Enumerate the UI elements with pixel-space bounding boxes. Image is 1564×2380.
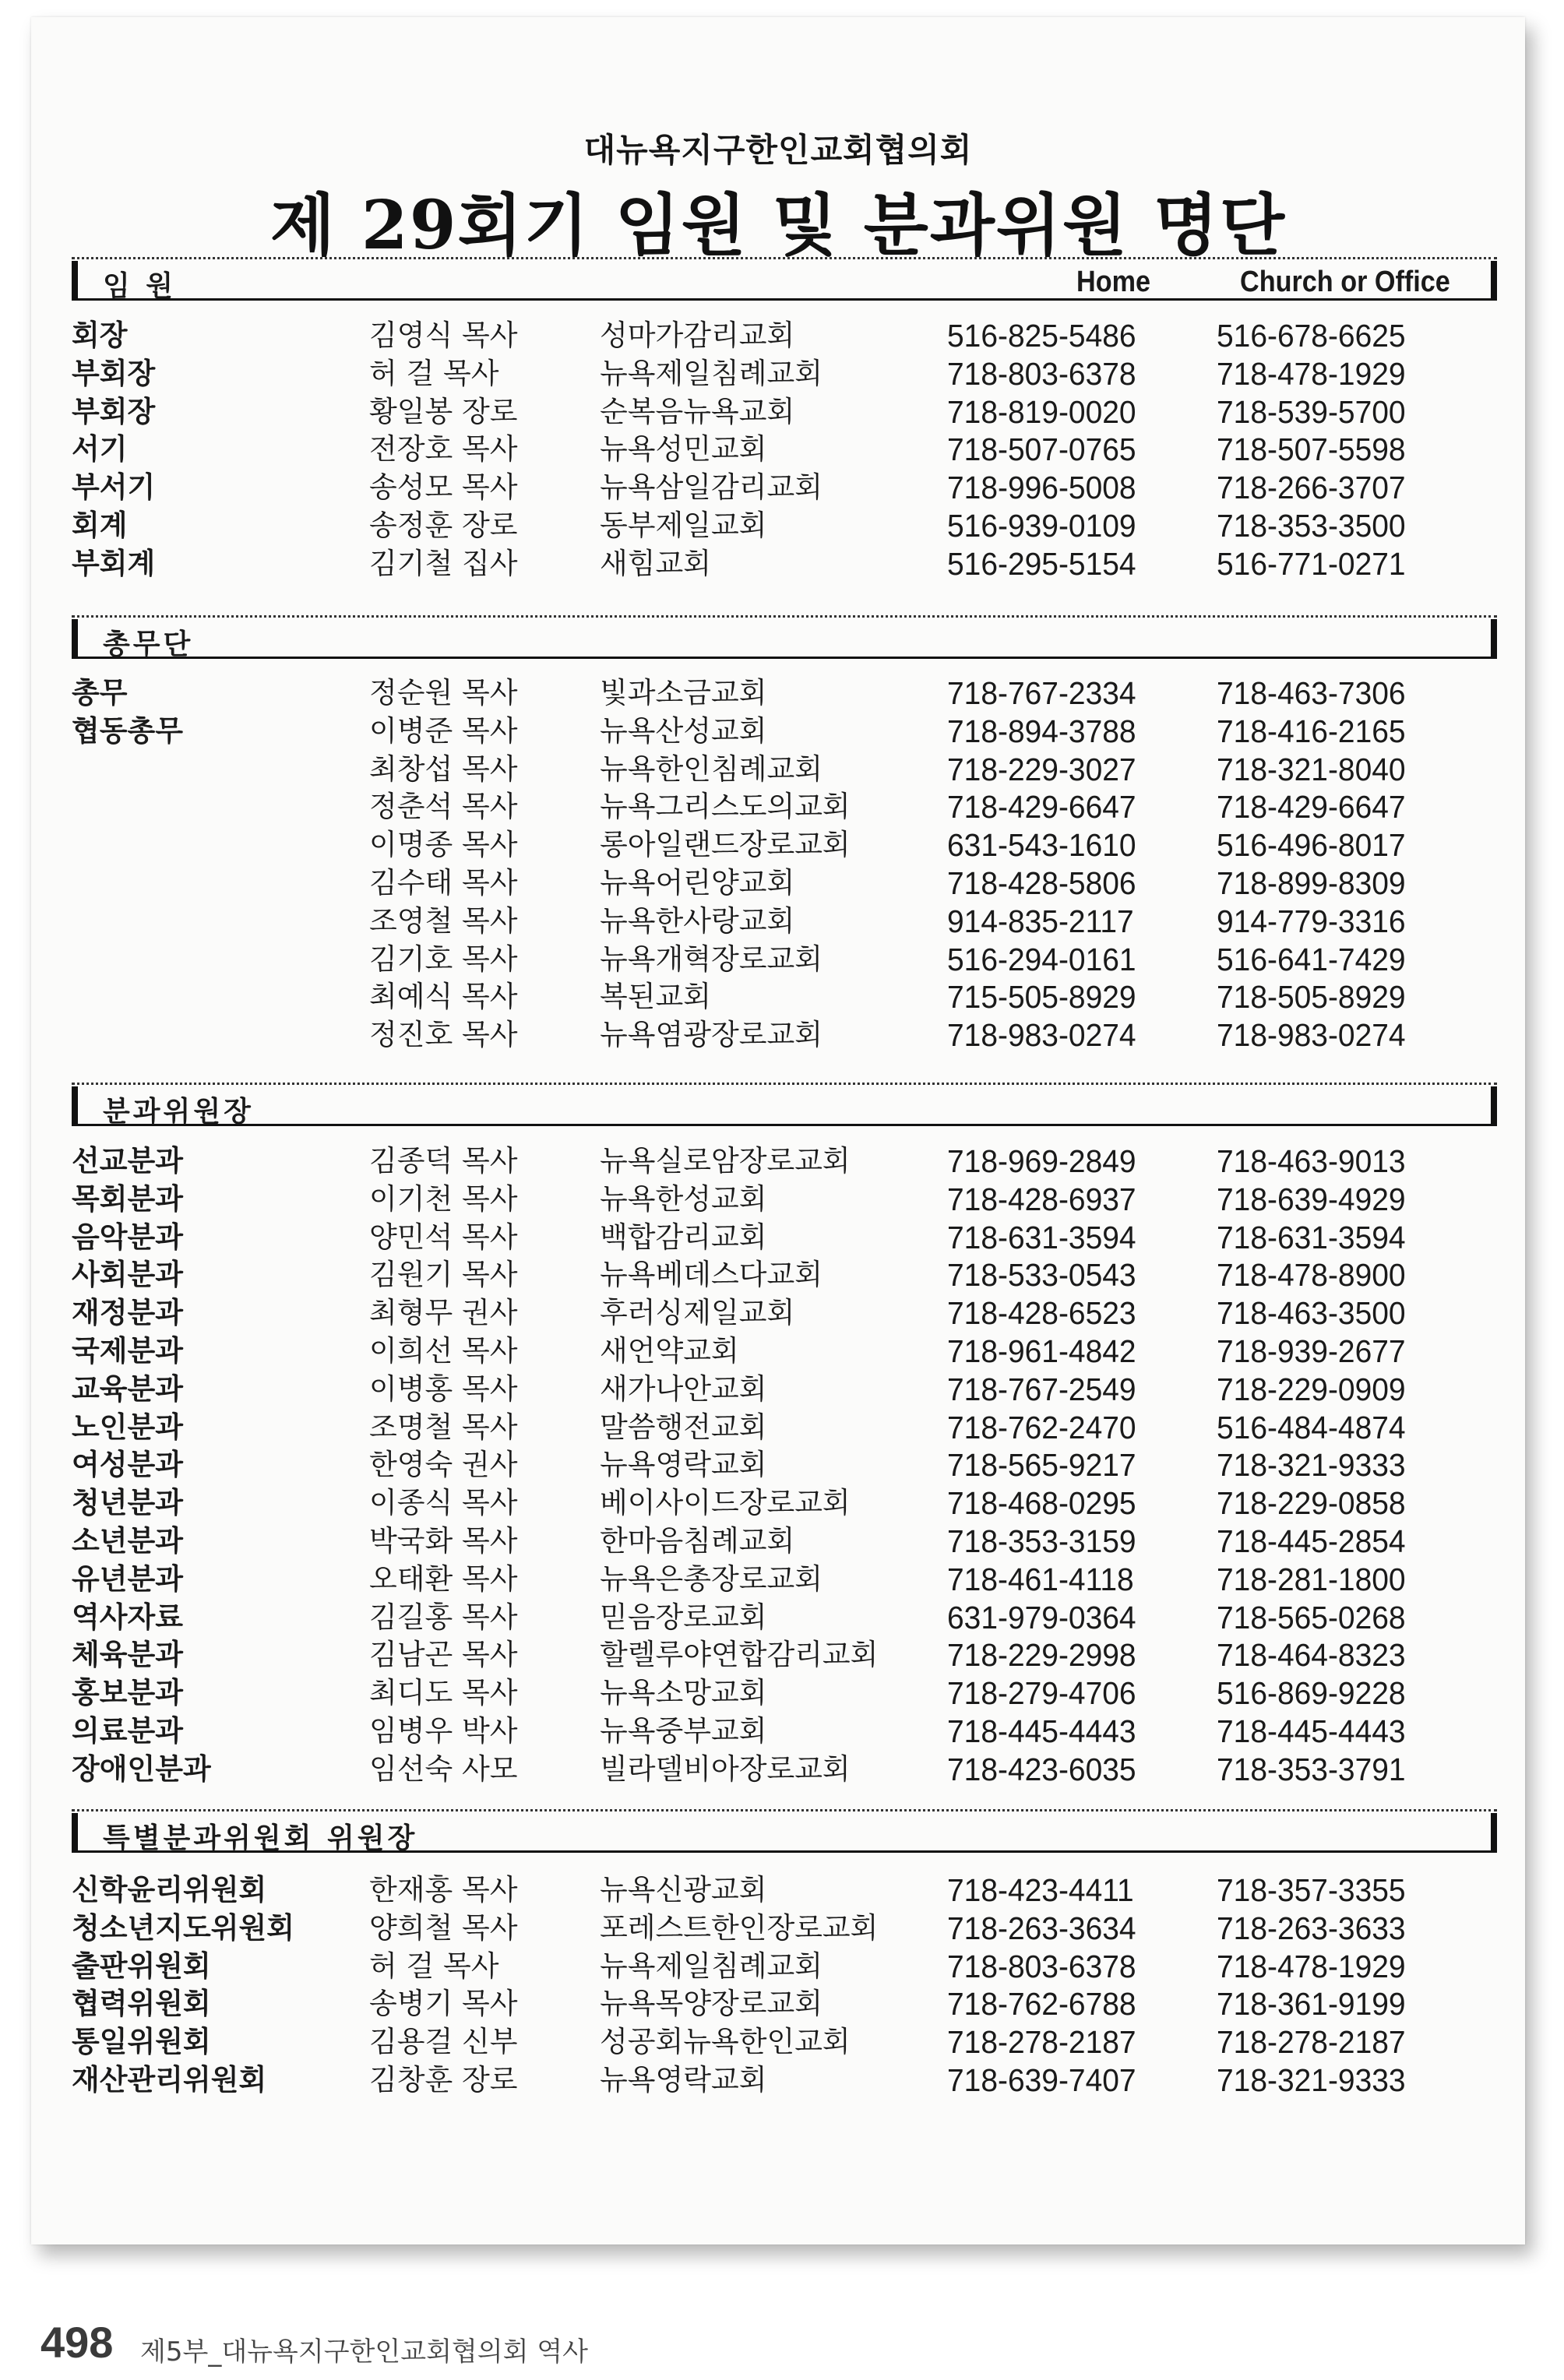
- church-cell: 뉴욕성민교회: [600, 432, 767, 466]
- office-phone-cell: 718-631-3594: [1217, 1220, 1406, 1255]
- name-cell: 박국화 목사: [369, 1524, 518, 1558]
- name-cell: 허 걸 목사: [369, 357, 499, 390]
- column-header-office: Church or Office: [1240, 266, 1450, 298]
- church-cell: 뉴욕그리스도의교회: [600, 790, 851, 823]
- section-header-special-committee-chairs: [72, 1809, 1497, 1853]
- home-phone-cell: 718-461-4118: [947, 1561, 1134, 1597]
- role-cell: 국제분과: [72, 1334, 183, 1368]
- church-cell: 롱아일랜드장로교회: [600, 828, 851, 861]
- church-cell: 한마음침례교회: [600, 1524, 795, 1558]
- church-cell: 뉴욕제일침례교회: [600, 1949, 823, 1983]
- office-phone-cell: 718-507-5598: [1217, 431, 1406, 467]
- church-cell: 새가나안교회: [600, 1372, 767, 1406]
- office-phone-cell: 718-229-0909: [1217, 1371, 1406, 1407]
- home-phone-cell: 914-835-2117: [947, 903, 1134, 939]
- name-cell: 송정훈 장로: [369, 509, 518, 542]
- church-cell: 새언약교회: [600, 1334, 739, 1368]
- office-phone-cell: 718-229-0858: [1217, 1485, 1406, 1521]
- home-phone-cell: 718-263-3634: [947, 1910, 1136, 1946]
- section-header-officers: [72, 257, 1497, 301]
- home-phone-cell: 718-279-4706: [947, 1675, 1136, 1711]
- role-cell: 음악분과: [72, 1220, 183, 1254]
- church-cell: 할렐루야연합감리교회: [600, 1638, 879, 1671]
- home-phone-cell: 718-803-6378: [947, 1949, 1136, 1984]
- table-row: [0, 1219, 1494, 1256]
- home-phone-cell: 718-969-2849: [947, 1143, 1136, 1179]
- page-number: 498: [41, 2318, 114, 2367]
- name-cell: 최창섭 목사: [369, 752, 518, 786]
- table-row: [0, 826, 1494, 864]
- table-row: [0, 903, 1494, 940]
- home-phone-cell: 718-468-0295: [947, 1485, 1136, 1521]
- name-cell: 김남곤 목사: [369, 1638, 518, 1671]
- name-cell: 조영철 목사: [369, 904, 518, 938]
- table-row: [0, 978, 1494, 1016]
- table-row: [0, 1751, 1494, 1788]
- name-cell: 정춘석 목사: [369, 790, 518, 823]
- table-row: [0, 1484, 1494, 1522]
- church-cell: 포레스트한인장로교회: [600, 1911, 879, 1945]
- role-cell: 청소년지도위원회: [72, 1911, 294, 1945]
- church-cell: 복된교회: [600, 980, 711, 1013]
- home-phone-cell: 718-762-2470: [947, 1410, 1136, 1445]
- role-cell: 소년분과: [72, 1524, 183, 1558]
- table-row: [0, 1713, 1494, 1750]
- church-cell: 빛과소금교회: [600, 676, 767, 709]
- office-phone-cell: 718-263-3633: [1217, 1910, 1406, 1946]
- role-cell: 재산관리위원회: [72, 2063, 267, 2097]
- role-cell: 부서기: [72, 470, 156, 504]
- role-cell: 협력위원회: [72, 1987, 211, 2020]
- role-cell: 장애인분과: [72, 1752, 211, 1786]
- home-phone-cell: 718-423-6035: [947, 1752, 1136, 1787]
- table-row: [0, 1181, 1494, 1218]
- church-cell: 뉴욕한성교회: [600, 1182, 767, 1216]
- table-row: [0, 1985, 1494, 2023]
- role-cell: 유년분과: [72, 1562, 183, 1596]
- church-cell: 뉴욕염광장로교회: [600, 1018, 823, 1051]
- role-cell: 목회분과: [72, 1182, 183, 1216]
- church-cell: 백합감리교회: [600, 1220, 767, 1254]
- footer-text: 제5부_대뉴욕지구한인교회협의회 역사: [140, 2336, 588, 2368]
- table-row: [0, 1256, 1494, 1294]
- name-cell: 황일봉 장로: [369, 395, 518, 428]
- table-row: [0, 1523, 1494, 1560]
- home-phone-cell: 718-631-3594: [947, 1220, 1136, 1255]
- name-cell: 양희철 목사: [369, 1911, 518, 1945]
- table-row: [0, 674, 1494, 712]
- home-phone-cell: 718-423-4411: [947, 1872, 1134, 1908]
- section-title: 임 원: [103, 270, 177, 302]
- table-row: [0, 507, 1494, 544]
- home-phone-cell: 718-894-3788: [947, 713, 1136, 749]
- name-cell: 김기호 목사: [369, 942, 518, 976]
- section-header-general-affairs: [72, 615, 1497, 659]
- church-cell: 뉴욕영락교회: [600, 1448, 767, 1481]
- home-phone-cell: 718-229-3027: [947, 752, 1136, 787]
- office-phone-cell: 718-478-8900: [1217, 1257, 1406, 1293]
- home-phone-cell: 718-996-5008: [947, 470, 1136, 505]
- office-phone-cell: 718-266-3707: [1217, 470, 1406, 505]
- church-cell: 뉴욕제일침례교회: [600, 357, 823, 390]
- name-cell: 전장호 목사: [369, 432, 518, 466]
- church-cell: 믿음장로교회: [600, 1600, 767, 1634]
- church-cell: 뉴욕개혁장로교회: [600, 942, 823, 976]
- office-phone-cell: 516-678-6625: [1217, 318, 1406, 354]
- office-phone-cell: 718-464-8323: [1217, 1637, 1406, 1673]
- table-row: [0, 1142, 1494, 1180]
- church-cell: 뉴욕실로암장로교회: [600, 1144, 851, 1178]
- name-cell: 정진호 목사: [369, 1018, 518, 1051]
- home-phone-cell: 718-565-9217: [947, 1447, 1136, 1483]
- church-cell: 후러싱제일교회: [600, 1296, 795, 1329]
- church-cell: 말씀행전교회: [600, 1410, 767, 1444]
- name-cell: 오태환 목사: [369, 1562, 518, 1596]
- office-phone-cell: 718-899-8309: [1217, 865, 1406, 901]
- office-phone-cell: 718-565-0268: [1217, 1600, 1406, 1635]
- office-phone-cell: 914-779-3316: [1217, 903, 1406, 939]
- table-row: [0, 751, 1494, 788]
- home-phone-cell: 718-762-6788: [947, 1986, 1136, 2022]
- church-cell: 뉴욕은총장로교회: [600, 1562, 823, 1596]
- home-phone-cell: 516-939-0109: [947, 508, 1136, 544]
- section-header-committee-chairs: [72, 1083, 1497, 1126]
- name-cell: 조명철 목사: [369, 1410, 518, 1444]
- office-phone-cell: 718-983-0274: [1217, 1017, 1406, 1053]
- home-phone-cell: 631-979-0364: [947, 1600, 1136, 1635]
- name-cell: 정순원 목사: [369, 676, 518, 709]
- office-phone-cell: 516-496-8017: [1217, 827, 1406, 863]
- table-row: [0, 1871, 1494, 1909]
- role-cell: 교육분과: [72, 1372, 183, 1406]
- section-title: 분과위원장: [103, 1096, 254, 1128]
- table-row: [0, 788, 1494, 826]
- page-title: 제 29회기 임원 및 분과위원 명단: [269, 186, 1287, 265]
- organization-title: 대뉴욕지구한인교회협의회: [583, 131, 973, 169]
- table-row: [0, 1016, 1494, 1054]
- role-cell: 부회장: [72, 357, 156, 390]
- role-cell: 회계: [72, 509, 128, 542]
- role-cell: 체육분과: [72, 1638, 183, 1671]
- church-cell: 베이사이드장로교회: [600, 1486, 851, 1519]
- office-phone-cell: 718-505-8929: [1217, 979, 1406, 1015]
- church-cell: 뉴욕목양장로교회: [600, 1987, 823, 2020]
- role-cell: 협동총무: [72, 714, 183, 748]
- name-cell: 이병홍 목사: [369, 1372, 518, 1406]
- role-cell: 부회계: [72, 547, 156, 580]
- role-cell: 회장: [72, 319, 128, 352]
- name-cell: 김원기 목사: [369, 1258, 518, 1291]
- home-phone-cell: 516-295-5154: [947, 546, 1136, 582]
- church-cell: 뉴욕어린양교회: [600, 866, 795, 900]
- office-phone-cell: 718-463-9013: [1217, 1143, 1406, 1179]
- name-cell: 최예식 목사: [369, 980, 518, 1013]
- office-phone-cell: 718-361-9199: [1217, 1986, 1406, 2022]
- office-phone-cell: 718-429-6647: [1217, 789, 1406, 825]
- name-cell: 김용걸 신부: [369, 2025, 518, 2058]
- office-phone-cell: 718-416-2165: [1217, 713, 1406, 749]
- role-cell: 통일위원회: [72, 2025, 211, 2058]
- church-cell: 동부제일교회: [600, 509, 767, 542]
- church-cell: 순복음뉴욕교회: [600, 395, 795, 428]
- table-row: [0, 1333, 1494, 1370]
- office-phone-cell: 718-353-3791: [1217, 1752, 1406, 1787]
- table-row: [0, 1294, 1494, 1332]
- name-cell: 허 걸 목사: [369, 1949, 499, 1983]
- table-row: [0, 1910, 1494, 1947]
- home-phone-cell: 718-639-7407: [947, 2062, 1136, 2098]
- table-row: [0, 545, 1494, 583]
- table-row: [0, 1674, 1494, 1712]
- church-cell: 뉴욕중부교회: [600, 1714, 767, 1748]
- office-phone-cell: 718-321-9333: [1217, 1447, 1406, 1483]
- office-phone-cell: 516-869-9228: [1217, 1675, 1406, 1711]
- office-phone-cell: 718-321-8040: [1217, 752, 1406, 787]
- office-phone-cell: 516-484-4874: [1217, 1410, 1406, 1445]
- role-cell: 출판위원회: [72, 1949, 211, 1983]
- table-row: [0, 1948, 1494, 1985]
- office-phone-cell: 718-478-1929: [1217, 1949, 1406, 1984]
- office-phone-cell: 718-463-7306: [1217, 675, 1406, 711]
- church-cell: 빌라델비아장로교회: [600, 1752, 851, 1786]
- name-cell: 이종식 목사: [369, 1486, 518, 1519]
- role-cell: 노인분과: [72, 1410, 183, 1444]
- name-cell: 김기철 집사: [369, 547, 518, 580]
- table-row: [0, 713, 1494, 750]
- church-cell: 뉴욕신광교회: [600, 1873, 767, 1906]
- table-row: [0, 1561, 1494, 1598]
- home-phone-cell: 718-353-3159: [947, 1523, 1136, 1559]
- table-row: [0, 1636, 1494, 1674]
- role-cell: 역사자료: [72, 1600, 183, 1634]
- role-cell: 여성분과: [72, 1448, 183, 1481]
- name-cell: 김길홍 목사: [369, 1600, 518, 1634]
- home-phone-cell: 718-507-0765: [947, 431, 1136, 467]
- church-cell: 뉴욕한사랑교회: [600, 904, 795, 938]
- name-cell: 최디도 목사: [369, 1676, 518, 1709]
- role-cell: 사회분과: [72, 1258, 183, 1291]
- church-cell: 성공회뉴욕한인교회: [600, 2025, 851, 2058]
- office-phone-cell: 718-321-9333: [1217, 2062, 1406, 2098]
- table-row: [0, 1446, 1494, 1484]
- table-row: [0, 864, 1494, 902]
- table-row: [0, 469, 1494, 506]
- table-row: [0, 1599, 1494, 1636]
- office-phone-cell: 718-278-2187: [1217, 2024, 1406, 2060]
- role-cell: 부회장: [72, 395, 156, 428]
- home-phone-cell: 718-429-6647: [947, 789, 1136, 825]
- home-phone-cell: 718-961-4842: [947, 1333, 1136, 1369]
- role-cell: 홍보분과: [72, 1676, 183, 1709]
- office-phone-cell: 718-445-4443: [1217, 1713, 1406, 1749]
- name-cell: 송성모 목사: [369, 470, 518, 504]
- church-cell: 뉴욕한인침례교회: [600, 752, 823, 786]
- home-phone-cell: 718-803-6378: [947, 356, 1136, 392]
- church-cell: 뉴욕베데스다교회: [600, 1258, 823, 1291]
- name-cell: 송병기 목사: [369, 1987, 518, 2020]
- home-phone-cell: 718-445-4443: [947, 1713, 1136, 1749]
- home-phone-cell: 718-983-0274: [947, 1017, 1136, 1053]
- role-cell: 청년분과: [72, 1486, 183, 1519]
- office-phone-cell: 718-353-3500: [1217, 508, 1406, 544]
- home-phone-cell: 718-428-6523: [947, 1295, 1136, 1331]
- column-header-home: Home: [1076, 266, 1151, 298]
- church-cell: 성마가감리교회: [600, 319, 795, 352]
- role-cell: 총무: [72, 676, 128, 709]
- table-row: [0, 941, 1494, 978]
- name-cell: 최형무 권사: [369, 1296, 518, 1329]
- table-row: [0, 393, 1494, 431]
- office-phone-cell: 516-641-7429: [1217, 942, 1406, 977]
- office-phone-cell: 718-445-2854: [1217, 1523, 1406, 1559]
- home-phone-cell: 631-543-1610: [947, 827, 1136, 863]
- home-phone-cell: 718-767-2549: [947, 1371, 1136, 1407]
- role-cell: 재정분과: [72, 1296, 183, 1329]
- name-cell: 이명종 목사: [369, 828, 518, 861]
- church-cell: 뉴욕소망교회: [600, 1676, 767, 1709]
- office-phone-cell: 516-771-0271: [1217, 546, 1406, 582]
- name-cell: 이기천 목사: [369, 1182, 518, 1216]
- name-cell: 김종덕 목사: [369, 1144, 518, 1178]
- home-phone-cell: 718-767-2334: [947, 675, 1136, 711]
- table-row: [0, 317, 1494, 354]
- role-cell: 서기: [72, 432, 128, 466]
- name-cell: 김수태 목사: [369, 866, 518, 900]
- office-phone-cell: 718-939-2677: [1217, 1333, 1406, 1369]
- table-row: [0, 431, 1494, 468]
- office-phone-cell: 718-463-3500: [1217, 1295, 1406, 1331]
- home-phone-cell: 718-819-0020: [947, 394, 1136, 430]
- church-cell: 뉴욕삼일감리교회: [600, 470, 823, 504]
- church-cell: 새힘교회: [600, 547, 711, 580]
- home-phone-cell: 715-505-8929: [947, 979, 1136, 1015]
- name-cell: 양민석 목사: [369, 1220, 518, 1254]
- name-cell: 이희선 목사: [369, 1334, 518, 1368]
- home-phone-cell: 718-428-5806: [947, 865, 1136, 901]
- name-cell: 김창훈 장로: [369, 2063, 518, 2097]
- table-row: [0, 1409, 1494, 1446]
- home-phone-cell: 718-533-0543: [947, 1257, 1136, 1293]
- section-title: 특별분과위원회 위원장: [103, 1822, 418, 1854]
- table-row: [0, 355, 1494, 393]
- home-phone-cell: 516-294-0161: [947, 942, 1136, 977]
- table-row: [0, 2023, 1494, 2061]
- office-phone-cell: 718-639-4929: [1217, 1181, 1406, 1217]
- church-cell: 뉴욕산성교회: [600, 714, 767, 748]
- church-cell: 뉴욕영락교회: [600, 2063, 767, 2097]
- office-phone-cell: 718-478-1929: [1217, 356, 1406, 392]
- role-cell: 의료분과: [72, 1714, 183, 1748]
- office-phone-cell: 718-539-5700: [1217, 394, 1406, 430]
- office-phone-cell: 718-281-1800: [1217, 1561, 1406, 1597]
- home-phone-cell: 516-825-5486: [947, 318, 1136, 354]
- name-cell: 김영식 목사: [369, 319, 518, 352]
- name-cell: 임병우 박사: [369, 1714, 518, 1748]
- table-row: [0, 2061, 1494, 2099]
- home-phone-cell: 718-229-2998: [947, 1637, 1136, 1673]
- name-cell: 한재홍 목사: [369, 1873, 518, 1906]
- home-phone-cell: 718-428-6937: [947, 1181, 1136, 1217]
- home-phone-cell: 718-278-2187: [947, 2024, 1136, 2060]
- name-cell: 한영숙 권사: [369, 1448, 518, 1481]
- name-cell: 이병준 목사: [369, 714, 518, 748]
- role-cell: 신학윤리위원회: [72, 1873, 267, 1906]
- role-cell: 선교분과: [72, 1144, 183, 1178]
- section-title: 총무단: [103, 628, 194, 660]
- table-row: [0, 1371, 1494, 1408]
- office-phone-cell: 718-357-3355: [1217, 1872, 1406, 1908]
- name-cell: 임선숙 사모: [369, 1752, 518, 1786]
